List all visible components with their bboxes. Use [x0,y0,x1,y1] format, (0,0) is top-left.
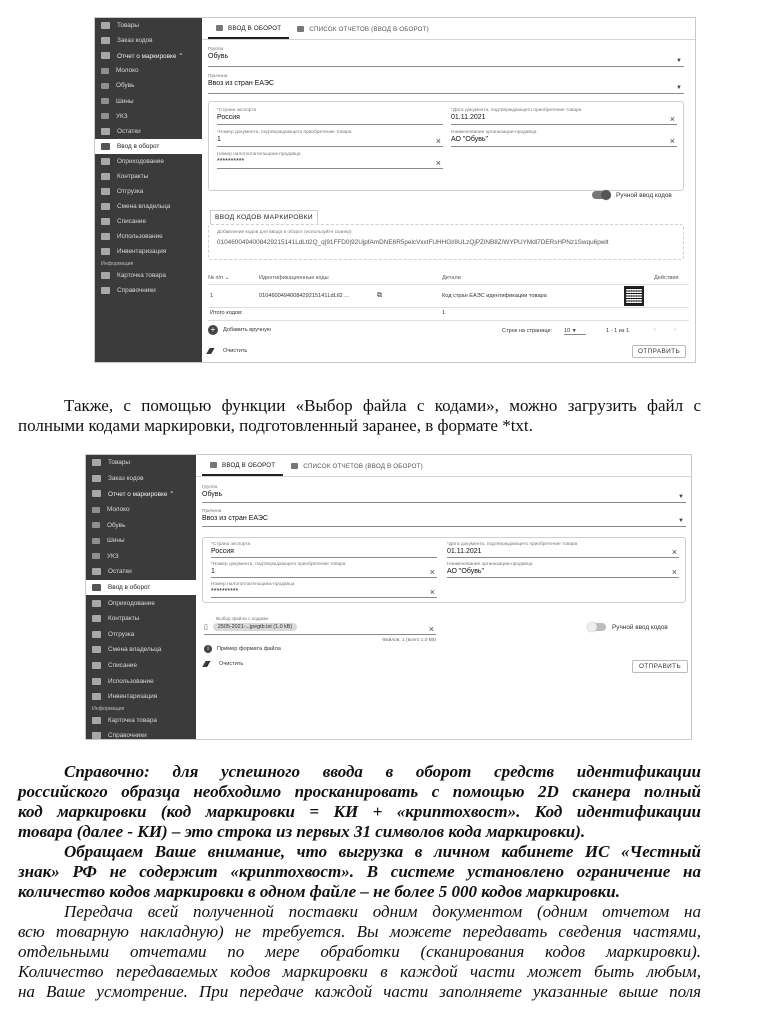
codes-section-title: ВВОД КОДОВ МАРКИРОВКИ [210,210,318,224]
sidebar-item[interactable] [86,658,196,674]
sidebar-item-label: УКЗ [116,112,128,120]
sidebar-item-label: Отчет о маркировке ⌃ [117,52,184,60]
menu-item-icon [92,678,101,685]
sidebar-item-label: Ввод в оборот [117,142,160,150]
sidebar-item-label: Обувь [107,521,126,529]
sidebar-item-label: Справочники [117,286,156,294]
menu-item-icon [101,22,110,29]
menu-item-icon [101,68,109,74]
sidebar-item-label: Ввод в оборот [108,584,151,592]
menu-item-icon [101,37,110,44]
chevron-down-icon: ▼ [571,328,577,334]
row-code: 0104600494008429215141LdLtl2 ... [259,293,349,299]
sidebar-item[interactable] [86,455,196,471]
page-range: 1 - 1 из 1 [606,328,630,334]
sidebar-item-label: Контракты [108,615,140,623]
submit-button[interactable]: ОТПРАВИТЬ [632,660,688,673]
info-icon: i [204,645,212,653]
submit-button[interactable]: ОТПРАВИТЬ [632,345,686,358]
menu-item-icon [101,143,110,150]
seller-name-field[interactable]: Наименование организации-продавца АО "Обувь" × [451,130,675,146]
details-box [202,537,686,603]
doc-date-field[interactable]: *Дата документа, подтверждающего приобретение товара 01.11.2021 × [447,542,677,557]
close-icon[interactable]: × [435,136,441,146]
sidebar-item[interactable] [86,580,196,596]
sidebar-item[interactable] [95,184,202,199]
menu-item-icon [101,203,110,210]
sidebar-item-label: Списание [108,662,138,670]
menu-item-icon [92,459,101,466]
sidebar-item-label: Оприходование [117,157,164,165]
sidebar-item-label: Заказ кодов [108,474,144,482]
sidebar-item[interactable] [95,18,202,33]
menu-item-icon [92,646,101,653]
sidebar-item[interactable] [95,109,202,124]
close-icon[interactable]: × [435,158,441,168]
sidebar-item[interactable] [95,199,202,214]
sidebar-item-label: Молоко [107,506,130,514]
sidebar-item-label: Отчет о маркировке ⌃ [108,490,175,498]
main-panel [196,455,691,739]
sidebar-item[interactable] [86,595,196,611]
sidebar-section-info: Информация [92,705,125,712]
list-icon [297,26,304,32]
sidebar-item[interactable] [95,229,202,244]
reason-select[interactable]: Причина Ввоз из стран ЕАЭС ▼ [208,74,684,94]
total-value: 1 [442,310,446,316]
close-icon[interactable]: × [428,624,434,634]
main-panel [202,18,695,362]
broom-icon [202,661,214,667]
menu-item-icon [101,218,110,225]
toggle-switch[interactable] [588,623,606,631]
menu-item-icon [92,717,101,724]
sidebar-item-label: Шины [116,97,134,105]
menu-item-icon [101,233,110,240]
sidebar-item-label: Обувь [116,82,135,90]
doc-date-field[interactable]: *Дата документа, подтверждающего приобретение товара 01.11.2021 × [451,108,675,124]
menu-item-icon [101,83,109,89]
codes-input-box[interactable]: Добавление кодов для ввода в оборот (используйте сканер) 0104600494008429215141LdLtl2Q_q|91FFD0|92UjpfAmDNE6R5pelcVxxtFUHHGl/8ULzQjPZlNB8Z/WYPUYMdl7DERsHPNz1Swqu6pwlt [208,224,684,260]
sidebar-item-label: Карточка товара [108,716,157,724]
plus-icon: + [208,325,218,335]
sidebar-item-label: Отгрузка [117,188,144,196]
manual-input-toggle[interactable]: Ручной ввод кодов [588,623,668,631]
sidebar-item-label: Заказ кодов [117,37,153,45]
seller-inn-field[interactable]: Номер налогоплательщика-продавца ********** × [217,152,441,168]
col-details: Детали [442,275,461,281]
sidebar-item-label: Шины [107,537,125,545]
row-number: 1 [210,293,214,299]
tabs [196,455,691,477]
paragraph-file-upload: Также, с помощью функции «Выбор файла с кодами», можно загрузить файл с полными кодами маркировки, подготовленный заранее, в формате *txt. [18,396,701,435]
sidebar-info-item[interactable] [86,713,196,729]
close-icon[interactable]: × [671,547,677,557]
sidebar-item-label: Списание [117,218,147,226]
sidebar-section-info: Информация [101,260,134,267]
group-select[interactable]: Группа Обувь ▼ [202,485,686,503]
chevron-down-icon: ▼ [678,518,684,524]
doc-icon [210,462,217,468]
menu-item-icon [101,98,109,104]
sidebar-item[interactable] [95,124,202,139]
sidebar-item-label: УКЗ [107,552,119,560]
sidebar-item[interactable] [95,33,202,48]
menu-item-icon [101,173,110,180]
qr-code-icon[interactable] [624,286,644,306]
sidebar-item[interactable] [86,549,196,565]
prev-page-icon[interactable]: ‹ [654,327,656,333]
chevron-down-icon: ▼ [678,494,684,500]
menu-item-icon [92,538,100,544]
tabs [202,18,695,40]
sidebar [95,18,202,362]
codes-input[interactable]: 0104600494008429215141LdLtl2Q_q|91FFD0|92UjpfAmDNE6R5pelcVxxtFUHHGl/8ULzQjPZlNB8Z/WYPUYMdl7DERsHPNz1Swqu6pwlt [217,239,609,246]
file-info: Файлов: 1 (всего 1.0 kB) [382,638,436,643]
menu-item-icon [101,188,110,195]
sidebar-info-menu [95,268,202,298]
file-chip[interactable]: 2505-2021-...jpegtb.txt (1.0 kB) [213,623,297,631]
add-manual-button[interactable]: + Добавить вручную [208,325,271,335]
menu-item-icon [101,272,110,279]
sidebar-item-label: Остатки [108,568,132,576]
sidebar [86,455,196,739]
country-field[interactable]: *Страна экспорта Россия [217,108,443,125]
sidebar-item[interactable] [86,564,196,580]
doc-number-field[interactable]: *Номер документа, подтверждающего приобретение товара 1 × [217,130,441,146]
col-actions: Действия [654,275,679,281]
sidebar-item[interactable] [86,502,196,518]
sidebar-menu [95,18,202,260]
row-details: Код стран ЕАЭС идентификации товара [442,293,547,299]
broom-icon [206,348,218,354]
tab-input[interactable]: ВВОД В ОБОРОТ [208,19,289,39]
sidebar-item-label: Использование [108,677,154,685]
paragraph-reference: Справочно: для успешного ввода в оборот средств идентификации российского образца необходимо просканировать с помощью 2D сканера полный код маркировки (код маркировки = КИ + «криптохвост». Код идентификации товара (далее - КИ) – это строка из первых 31 символов кода маркировки). Обращаем Ваше внимание, что выгрузка в личном кабинете ИС «Честный знак» РФ не содержит «криптохвост». В системе установлено ограничение на количество кодов маркировки в одном файле – не более 5 000 кодов маркировки. Передача всей полученной поставки одним документом (одним отчетом на всю товарную накладную) не требуется. Вы можете передавать сведения частями, отдельными отчетами по мере обработки (сканирования кодов маркировки). Количество передаваемых кодов маркировки в каждой части может быть любым, на Ваше усмотрение. При передаче каждой части заполняете указанные выше поля [18,762,701,1001]
menu-item-icon [101,158,110,165]
manual-input-toggle[interactable]: Ручной ввод кодов [592,191,672,199]
rows-per-page-select[interactable]: 10 ▼ [564,328,586,335]
col-number[interactable]: № п/п ⌄ [208,275,230,281]
menu-item-icon [101,113,109,119]
screenshot-2 [86,455,691,739]
sidebar-item-label: Отгрузка [108,630,135,638]
sidebar-item-label: Справочники [108,732,147,739]
menu-item-icon [92,600,101,607]
menu-item-icon [92,615,101,622]
sidebar-item-label: Карточка товара [117,271,166,279]
sidebar-item[interactable] [86,517,196,533]
sidebar-item-label: Товары [117,22,139,30]
next-page-icon[interactable]: › [674,327,676,333]
menu-item-icon [92,553,100,559]
menu-item-icon [101,128,110,135]
close-icon[interactable]: × [671,567,677,577]
sidebar-item[interactable] [86,642,196,658]
file-select-field[interactable]: Выбор файла с кодами ▯ 2505-2021-...jpegtb.txt (1.0 kB) × [204,617,434,634]
sidebar-item-label: Инвентаризация [117,248,167,256]
sidebar-item[interactable] [95,244,202,259]
sidebar-item[interactable] [95,169,202,184]
toggle-switch[interactable] [592,191,610,199]
sidebar-item[interactable] [95,78,202,93]
list-icon [291,463,298,469]
menu-item-icon [92,662,101,669]
sidebar-item[interactable] [95,139,202,154]
sidebar-info-item[interactable] [95,268,202,283]
menu-item-icon [101,248,110,255]
menu-item-icon [101,52,110,59]
sidebar-item[interactable] [86,673,196,689]
chevron-down-icon: ▼ [676,85,682,91]
col-codes: Идентификационные коды [259,275,329,281]
sidebar-item[interactable] [86,486,196,502]
sidebar-item[interactable] [86,689,196,705]
close-icon[interactable]: × [429,567,435,577]
menu-item-icon [92,732,101,739]
sidebar-info-item[interactable] [95,283,202,298]
sidebar-item-label: Оприходование [108,599,155,607]
tab-reports[interactable]: СПИСОК ОТЧЕТОВ (ВВОД В ОБОРОТ) [283,456,431,476]
copy-icon[interactable]: ⧉ [377,292,382,299]
sidebar-item[interactable] [95,154,202,169]
sidebar-item[interactable] [95,63,202,78]
sidebar-item-label: Контракты [117,172,149,180]
menu-item-icon [92,507,100,513]
sidebar-item[interactable] [86,627,196,643]
menu-item-icon [101,287,110,294]
sidebar-info-item[interactable] [86,728,196,739]
sidebar-item[interactable] [86,533,196,549]
seller-name-field[interactable]: Наименование организации-продавца АО "Обувь" × [447,562,677,577]
tab-reports[interactable]: СПИСОК ОТЧЕТОВ (ВВОД В ОБОРОТ) [289,19,437,39]
sidebar-item-label: Смена владельца [108,646,162,654]
close-icon[interactable]: × [429,587,435,597]
seller-inn-field[interactable]: Номер налогоплательщика-продавца ********** × [211,582,435,597]
sidebar-item-label: Остатки [117,127,141,135]
close-icon[interactable]: × [669,114,675,124]
rows-per-page-label: Строк на странице: [502,328,553,334]
chevron-down-icon: ▼ [676,58,682,64]
close-icon[interactable]: × [669,136,675,146]
sidebar-item[interactable] [95,93,202,108]
sidebar-item[interactable] [95,48,202,63]
sidebar-item-label: Использование [117,233,163,241]
file-format-example[interactable]: i Пример формата файла [204,645,281,653]
sidebar-item-label: Молоко [116,67,139,75]
menu-item-icon [92,584,101,591]
sidebar-menu [86,455,196,705]
menu-item-icon [92,568,101,575]
clear-button[interactable]: Очистить [204,661,243,667]
sidebar-item[interactable] [95,214,202,229]
reason-select[interactable]: Причина Ввоз из стран ЕАЭС ▼ [202,509,686,527]
sidebar-item-label: Смена владельца [117,203,171,211]
sidebar-info-menu [86,713,196,740]
country-field[interactable]: *Страна экспорта Россия [211,542,437,558]
file-icon: ▯ [204,624,208,631]
sidebar-item-label: Товары [108,459,130,467]
doc-icon [216,25,223,31]
group-select[interactable]: Группа Обувь ▼ [208,47,684,67]
sidebar-item[interactable] [86,611,196,627]
menu-item-icon [92,522,100,528]
menu-item-icon [92,631,101,638]
sidebar-item[interactable] [86,471,196,487]
menu-item-icon [92,693,101,700]
details-box [208,101,684,191]
tab-input[interactable]: ВВОД В ОБОРОТ [202,456,283,476]
menu-item-icon [92,475,101,482]
sidebar-item-label: Инвентаризация [108,693,158,701]
clear-button[interactable]: Очистить [208,348,247,354]
doc-number-field[interactable]: *Номер документа, подтверждающего приобретение товара 1 × [211,562,435,577]
menu-item-icon [92,490,101,497]
screenshot-1 [95,18,695,362]
total-label: Итого кодов: [210,310,243,316]
